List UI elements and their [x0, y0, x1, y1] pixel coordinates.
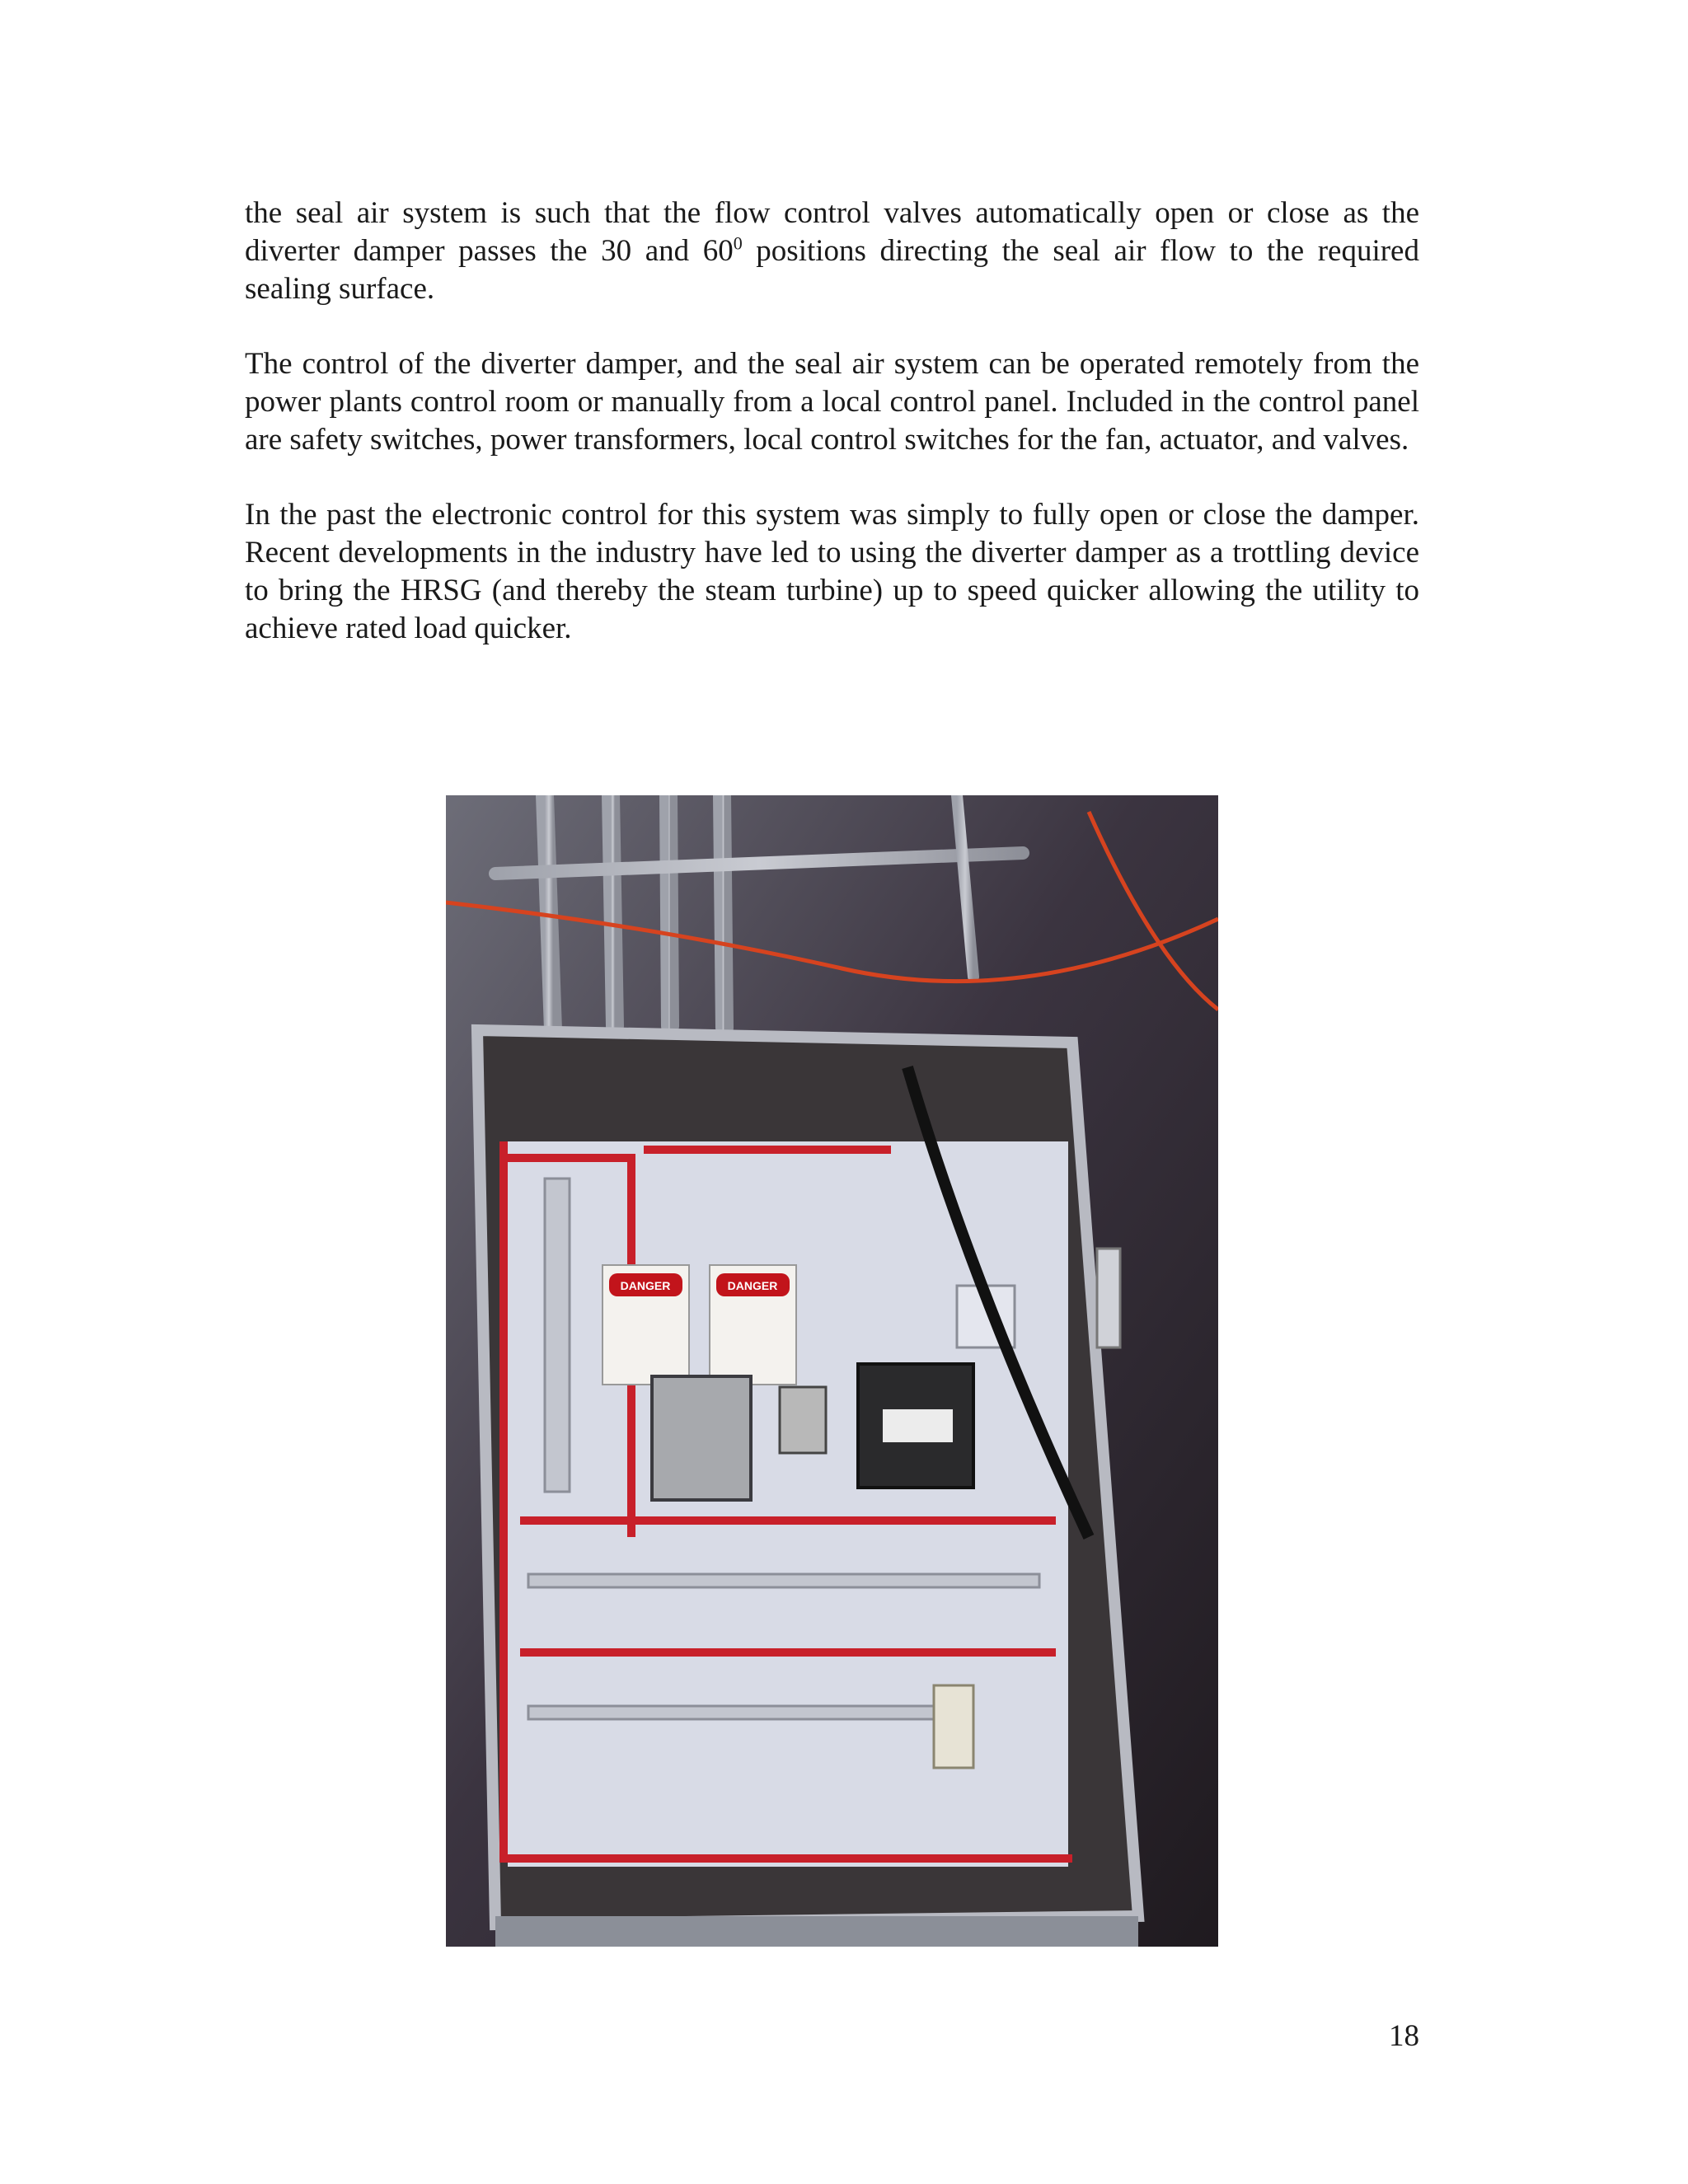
tag-left-label: DANGER [620, 1279, 671, 1292]
enclosure-base [495, 1916, 1138, 1947]
transformer-label-plate [883, 1409, 953, 1442]
receptacle-outlet [934, 1685, 973, 1768]
paragraph-control: The control of the diverter damper, and the seal air system can be operated remotely from the power plants control room or manually from a local control panel. Included in the control panel are safety switches, power transformers, local control switches for the fan, actuator, and valves. [245, 347, 1419, 457]
paragraph-seal-air-part-1: the seal air system is such that the flow control valves automatically open or close as the diverter damper passes the 30 and 60 [245, 196, 1419, 268]
backplate [508, 1141, 1068, 1867]
relay [780, 1387, 826, 1453]
contactor-pair [652, 1376, 751, 1500]
terminal-strip-vertical [545, 1179, 570, 1492]
tag-right [710, 1265, 796, 1385]
terminal-rail-lower [528, 1706, 957, 1719]
paragraph-seal-air-part-2: positions directing the seal air flow to the required sealing surface. [245, 234, 1419, 306]
paragraph-past-control: In the past the electronic control for this system was simply to fully open or close the damper. Recent developments in the industry have led to using the diverter damper as a trottling device to bring the HRSG (and thereby the steam turbine) up to speed quicker allowing the utility to achieve rated load quicker. [245, 498, 1419, 645]
degree-superscript: 0 [733, 232, 743, 254]
safety-switch [1097, 1249, 1120, 1347]
paragraph-seal-air [245, 194, 1419, 308]
page-number: 18 [1389, 2019, 1419, 2053]
control-panel-illustration [446, 795, 1218, 1947]
tag-left [603, 1265, 689, 1385]
control-panel-photo [446, 795, 1218, 1947]
tag-right-label: DANGER [727, 1279, 778, 1292]
body-text [245, 194, 1419, 685]
terminal-rail-upper [528, 1574, 1039, 1587]
